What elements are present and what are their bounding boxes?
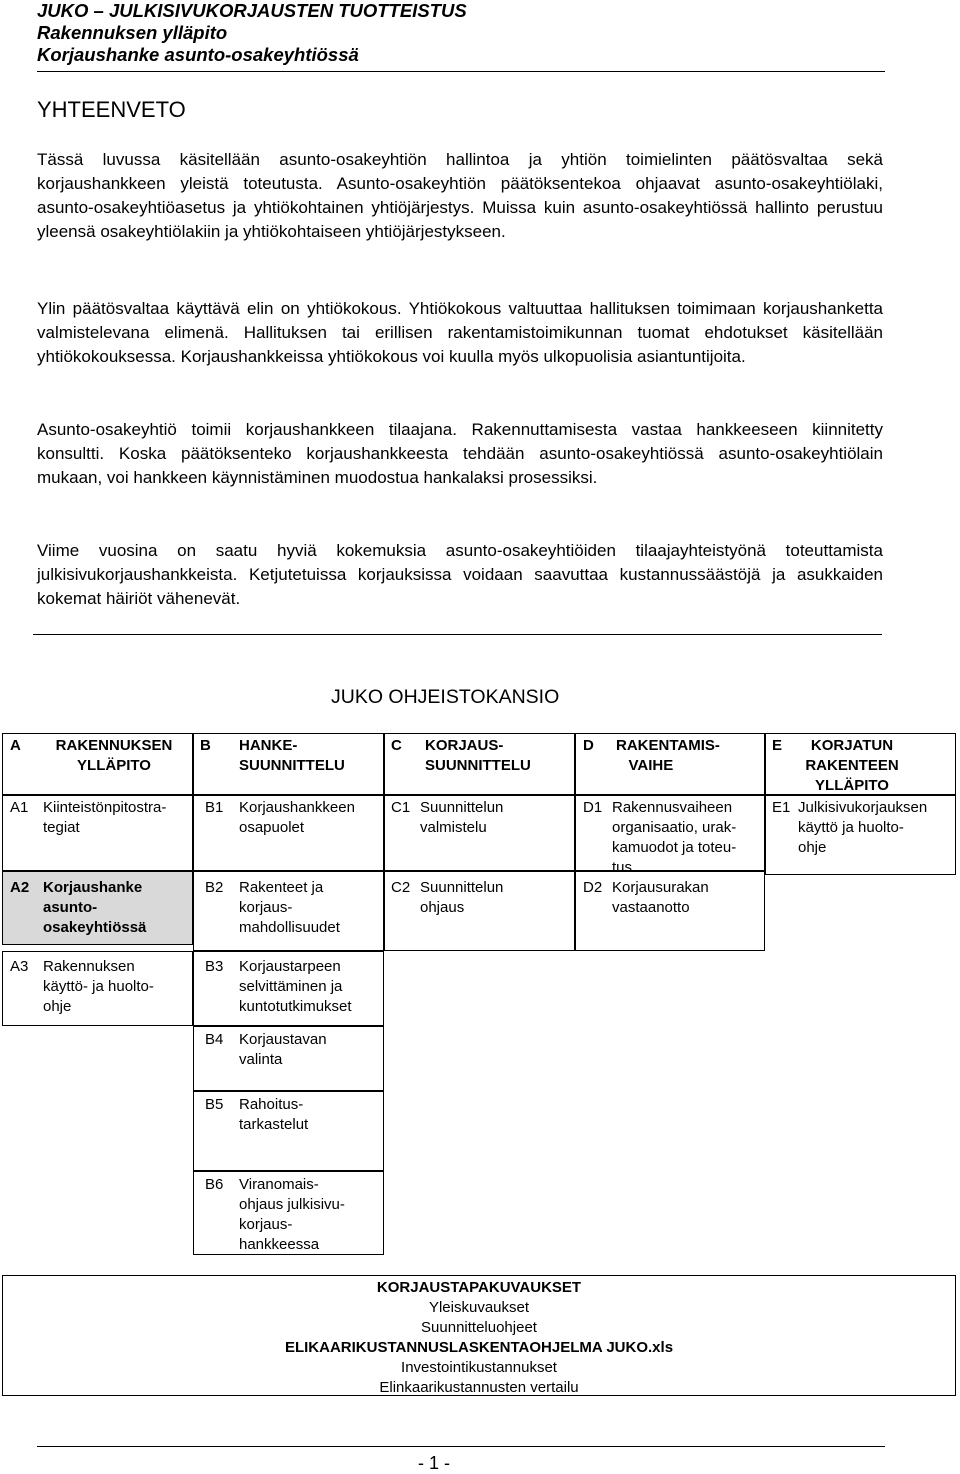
item-d1: D1 Rakennusvaiheen organisaatio, urak- kamuodot ja toteu- tus (575, 795, 765, 871)
item-a2: A2 Korjaushanke asunto- osakeyhtiössä (2, 871, 193, 945)
item-c1: C1 Suunnittelun valmistelu (384, 795, 575, 871)
tools-title-2: ELIKAARIKUSTANNUSLASKENTAOHJELMA JUKO.xls (284, 1339, 674, 1356)
column-e-header: E KORJATUN RAKENTEEN YLLÄPITO (765, 733, 956, 795)
item-e1: E1 Julkisivukorjauksen käyttö ja huolto- ohje (765, 795, 956, 875)
column-d-header: D RAKENTAMIS- VAIHE (575, 733, 765, 795)
summary-paragraph-2: Ylin päätösvaltaa käyttävä elin on yhtiökokous. Yhtiökokous valtuuttaa hallituksen toimimaan korjaushanketta valmistelevana elimenä. Hallituksen tai erillisen rakentamistoimikunnan tuomat ehdotukset käsitellään yhtiökokouksessa. Korjaushankkeissa yhtiökokous voi kuulla myös ulkopuolisia asiantuntijoita. (37, 299, 883, 366)
item-b1: B1 Korjaushankkeen osapuolet (193, 795, 384, 871)
footer-divider (37, 1446, 885, 1447)
item-b5: B5 Rahoitus- tarkastelut (193, 1091, 384, 1171)
item-d2: D2 Korjausurakan vastaanotto (575, 871, 765, 951)
summary-paragraph-4: Viime vuosina on saatu hyviä kokemuksia asunto-osakeyhtiöiden tilaajayhteistyönä toteuttamista julkisivukorjaushankkeista. Ketjutetuissa korjauksissa voidaan saavuttaa kustannussäästöjä ja asukkaiden kokemat häiriöt vähenevät. (37, 541, 883, 608)
tools-title-1: KORJAUSTAPAKUVAUKSET (376, 1279, 582, 1296)
tools-box (2, 1275, 956, 1396)
header-section: Korjaushanke asunto-osakeyhtiössä (37, 44, 359, 65)
item-b3: B3 Korjaustarpeen selvittäminen ja kuntotutkimukset (193, 951, 384, 1026)
item-b4: B4 Korjaustavan valinta (193, 1026, 384, 1091)
header-title: JUKO – JULKISIVUKORJAUSTEN TUOTTEISTUS (37, 0, 467, 21)
column-c-header: C KORJAUS- SUUNNITTELU (384, 733, 575, 795)
header-subtitle: Rakennuksen ylläpito (37, 22, 228, 43)
item-c2: C2 Suunnittelun ohjaus (384, 871, 575, 951)
column-b-header: B HANKE- SUUNNITTELU (193, 733, 384, 795)
page-number: - 1 - (417, 1453, 450, 1473)
tools-line-2: Suunnitteluohjeet (421, 1319, 537, 1336)
item-b6: B6 Viranomais- ohjaus julkisivu- korjaus- hankkeessa (193, 1171, 384, 1255)
item-a3: A3 Rakennuksen käyttö- ja huolto- ohje (2, 951, 193, 1026)
tools-line-1: Yleiskuvaukset (428, 1299, 530, 1316)
item-a1: A1 Kiinteistönpitostra- tegiat (2, 795, 193, 871)
summary-paragraph-3: Asunto-osakeyhtiö toimii korjaushankkeen tilaajana. Rakennuttamisesta vastaa hankkeeseen kiinnitetty konsultti. Koska päätöksenteko korjaushankkeesta tehdään asunto-osakeyhtiössä asunto-osakeyhtiölain mukaan, voi hankkeen käynnistäminen muodostua hankalaksi prosessiksi. (37, 420, 883, 487)
section-divider (33, 634, 882, 635)
document-header (37, 0, 923, 66)
summary-heading: YHTEENVETO (37, 97, 186, 122)
tools-line-3: Investointikustannukset (401, 1359, 557, 1376)
column-a-header: A RAKENNUKSEN YLLÄPITO (2, 733, 193, 795)
tools-line-4: Elinkaarikustannusten vertailu (379, 1379, 579, 1396)
folder-title: JUKO OHJEISTOKANSIO (331, 686, 560, 708)
header-divider (37, 71, 885, 72)
item-b2: B2 Rakenteet ja korjaus- mahdollisuudet (193, 871, 384, 951)
summary-paragraph-1: Tässä luvussa käsitellään asunto-osakeyhtiön hallintoa ja yhtiön toimielinten päätösvaltaa sekä korjaushankkeen yleistä toteutusta. Asunto-osakeyhtiön päätöksentekoa ohjaavat asunto-osakeyhtiölaki, asunto-osakeyhtiöasetus ja yhtiökohtainen yhtiöjärjestys. Muissa kuin asunto-osakeyhtiössä hallinto perustuu yleensä osakeyhtiölakiin ja yhtiökohtaiseen yhtiöjärjestykseen. (37, 150, 883, 241)
